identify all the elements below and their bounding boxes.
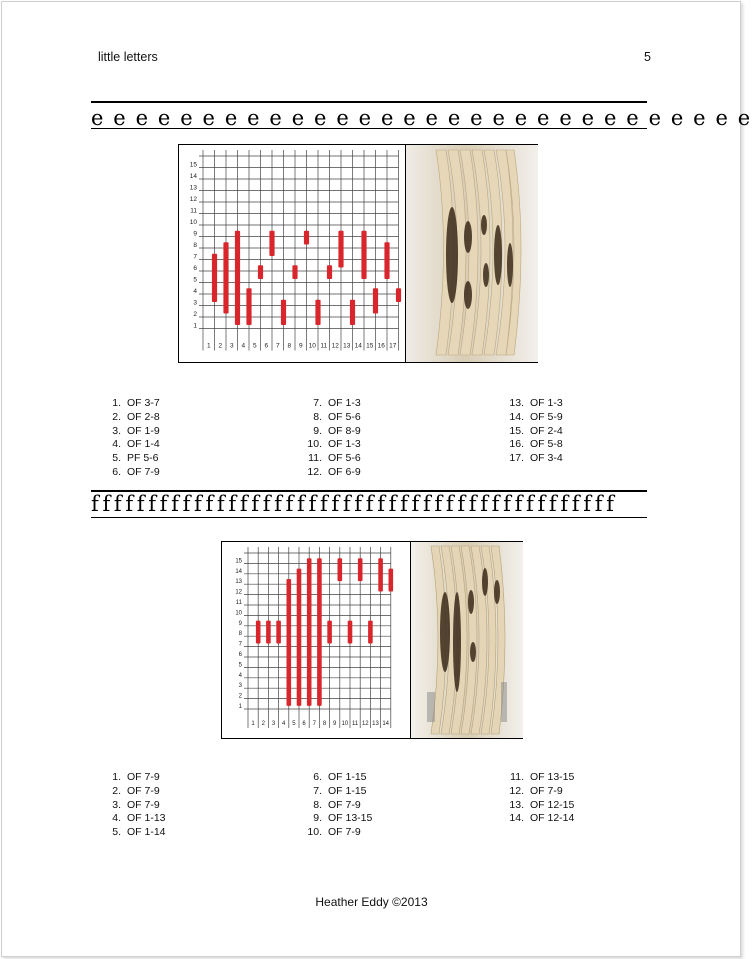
instruction-text: OF 7-9 — [127, 798, 160, 811]
fold-bar — [378, 558, 383, 591]
instruction-number: 11. — [510, 771, 524, 783]
instruction-text: OF 1-3 — [328, 397, 361, 409]
instruction-item — [99, 438, 160, 452]
instruction-number: 10. — [307, 438, 322, 451]
fold-bar — [368, 621, 373, 644]
fold-bar — [256, 621, 261, 644]
instruction-number: 8. — [313, 410, 322, 423]
instruction-item — [300, 397, 361, 411]
instruction-text: OF 8-9 — [328, 424, 361, 437]
fold-bar — [315, 300, 320, 325]
y-tick-label: 14 — [189, 173, 197, 180]
x-tick-label: 11 — [320, 342, 328, 350]
instruction-number: 13. — [509, 397, 524, 409]
instruction-text: OF 2-8 — [127, 410, 160, 423]
instruction-text: OF 1-4 — [127, 438, 160, 451]
instruction-text: OF 13-15 — [530, 771, 575, 783]
instruction-number: 15. — [509, 424, 524, 437]
instruction-item — [300, 466, 361, 480]
fold-bar — [384, 242, 389, 279]
instruction-item — [502, 799, 574, 813]
y-tick-label: 3 — [193, 299, 197, 307]
y-tick-label: 15 — [189, 161, 197, 169]
x-tick-label: 15 — [366, 342, 374, 350]
fold-bar — [246, 288, 251, 325]
fold-bar — [327, 265, 332, 279]
instruction-text: OF 7-9 — [127, 771, 160, 783]
x-tick-label: 14 — [382, 721, 390, 727]
instruction-text: OF 1-3 — [530, 397, 563, 409]
book-photo-e — [405, 145, 538, 362]
instructions-f-col-2 — [300, 771, 372, 840]
instruction-text: OF 1-13 — [127, 812, 166, 825]
y-tick-label: 13 — [235, 579, 242, 586]
instruction-text: OF 5-6 — [328, 410, 361, 423]
x-tick-label: 2 — [261, 721, 265, 727]
instruction-item — [502, 411, 563, 425]
instruction-text: OF 12-14 — [530, 812, 575, 825]
fold-bar — [276, 621, 281, 644]
x-tick-label: 12 — [331, 342, 339, 350]
instruction-item — [502, 438, 563, 452]
instruction-item — [99, 425, 160, 439]
fold-bar — [297, 569, 302, 706]
x-tick-label: 12 — [361, 721, 369, 727]
instruction-item — [300, 411, 361, 425]
instruction-text: OF 7-9 — [530, 784, 563, 797]
book-fold-photo-f — [411, 542, 523, 738]
y-tick-label: 7 — [193, 253, 197, 261]
instruction-text: OF 5-9 — [530, 410, 563, 423]
instruction-text: OF 5-8 — [530, 438, 563, 451]
fold-bar — [327, 621, 332, 644]
fold-bar — [223, 242, 228, 313]
instruction-text: OF 3-7 — [127, 397, 160, 409]
instruction-number: 1. — [112, 771, 121, 783]
x-tick-label: 9 — [333, 721, 337, 727]
x-tick-label: 1 — [206, 342, 211, 350]
instruction-number: 6. — [313, 771, 322, 783]
instruction-text: OF 5-6 — [328, 452, 361, 465]
instruction-item — [99, 452, 160, 466]
fold-bar — [258, 265, 263, 279]
instructions-e-col-2 — [300, 397, 361, 480]
instruction-text: OF 7-9 — [328, 826, 361, 839]
x-tick-label: 4 — [241, 342, 246, 350]
x-tick-label: 4 — [282, 721, 286, 727]
y-tick-label: 11 — [235, 600, 242, 606]
y-tick-label: 8 — [238, 631, 242, 638]
y-tick-label: 2 — [238, 693, 242, 700]
x-tick-label: 14 — [354, 342, 362, 350]
fold-bar — [338, 231, 343, 268]
x-tick-label: 10 — [341, 721, 349, 727]
instruction-item — [300, 425, 361, 439]
instruction-item — [502, 425, 563, 439]
instruction-item — [300, 785, 372, 799]
instruction-number: 2. — [112, 784, 121, 797]
x-tick-label: 10 — [308, 342, 316, 350]
instruction-item — [99, 397, 160, 411]
fold-bar — [350, 300, 355, 325]
instruction-item — [300, 826, 372, 840]
x-tick-label: 5 — [252, 342, 257, 350]
fold-bar — [266, 621, 271, 644]
instruction-text: OF 7-9 — [127, 784, 160, 797]
y-tick-label: 6 — [238, 652, 242, 658]
instruction-item — [300, 771, 372, 785]
instruction-text: OF 1-3 — [328, 438, 361, 451]
fold-bar — [235, 231, 240, 325]
x-tick-label: 5 — [292, 721, 296, 727]
instruction-text: OF 1-14 — [127, 826, 166, 839]
instruction-number: 5. — [112, 452, 121, 465]
fold-bar — [287, 579, 292, 706]
instruction-number: 12. — [307, 465, 322, 478]
fold-bar — [281, 300, 286, 325]
y-tick-label: 6 — [193, 265, 197, 272]
letter-row-e: e e e e e e e e e e e e e e e e e e e e e e e e e e e e e e — [91, 106, 752, 130]
instruction-item — [99, 771, 166, 785]
x-tick-label: 6 — [302, 721, 306, 727]
y-tick-label: 13 — [189, 184, 197, 192]
instruction-number: 17. — [509, 452, 524, 465]
instruction-number: 8. — [313, 798, 322, 811]
instruction-number: 6. — [112, 465, 121, 478]
y-tick-label: 2 — [193, 311, 197, 318]
instructions-f-col-3 — [502, 771, 574, 826]
fold-bar — [307, 558, 312, 706]
fold-bar — [317, 558, 322, 706]
instructions-f-col-1 — [99, 771, 166, 840]
footer-copyright: Heather Eddy ©2013 — [315, 895, 428, 909]
book-photo-f — [410, 542, 523, 738]
section-rule-bottom — [91, 517, 647, 518]
y-tick-label: 8 — [193, 242, 197, 249]
y-tick-label: 9 — [193, 230, 197, 238]
instruction-text: OF 1-15 — [328, 784, 367, 797]
instruction-number: 4. — [112, 812, 121, 825]
fold-bar — [292, 265, 297, 279]
fold-bar — [389, 569, 394, 592]
y-tick-label: 3 — [238, 683, 242, 690]
book-fold-photo-e — [406, 145, 538, 362]
section-rule-top — [91, 101, 647, 103]
fold-bar — [373, 288, 378, 313]
fold-bar — [361, 231, 366, 279]
instruction-number: 12. — [509, 784, 524, 797]
instruction-number: 13. — [509, 798, 524, 811]
y-tick-label: 5 — [238, 662, 242, 669]
y-tick-label: 4 — [238, 672, 242, 679]
x-tick-label: 7 — [275, 342, 280, 350]
header-title: little letters — [98, 50, 158, 64]
instruction-number: 4. — [112, 438, 121, 451]
instruction-number: 7. — [313, 784, 322, 797]
y-tick-label: 11 — [190, 207, 197, 215]
instruction-item — [99, 411, 160, 425]
instruction-item — [300, 812, 372, 826]
y-tick-label: 9 — [238, 620, 242, 627]
section-rule-bottom — [91, 128, 647, 129]
instruction-number: 11. — [308, 452, 322, 465]
page-number: 5 — [644, 50, 651, 64]
x-tick-label: 17 — [389, 342, 397, 350]
instruction-text: OF 7-9 — [328, 798, 361, 811]
instruction-item — [99, 466, 160, 480]
instruction-number: 9. — [313, 812, 322, 825]
grid-lines — [199, 150, 399, 351]
instructions-e-col-3 — [502, 397, 563, 466]
y-tick-label: 10 — [189, 219, 197, 226]
figure-e — [178, 144, 538, 363]
instruction-item — [502, 785, 574, 799]
y-tick-label: 12 — [235, 589, 242, 596]
instruction-item — [300, 438, 361, 452]
y-tick-label: 7 — [238, 641, 242, 648]
instruction-text: PF 5-6 — [127, 452, 159, 465]
instruction-number: 14. — [509, 812, 524, 825]
fold-bar — [348, 621, 353, 644]
grid-chart-f — [222, 542, 410, 738]
instruction-text: OF 6-9 — [328, 465, 361, 478]
instruction-item — [300, 799, 372, 813]
x-tick-label: 11 — [351, 721, 359, 727]
x-tick-label: 2 — [218, 342, 223, 350]
instruction-number: 3. — [112, 424, 121, 437]
y-tick-label: 15 — [235, 558, 242, 565]
x-tick-label: 9 — [298, 342, 303, 350]
fold-bar — [212, 254, 217, 302]
instruction-number: 10. — [307, 826, 322, 839]
y-tick-label: 14 — [235, 568, 242, 575]
instruction-item — [99, 812, 166, 826]
fold-bar — [396, 288, 401, 302]
instruction-number: 16. — [509, 438, 524, 451]
instruction-text: OF 1-9 — [127, 424, 160, 437]
instruction-number: 2. — [112, 410, 121, 423]
figure-f — [221, 541, 523, 739]
x-tick-label: 13 — [372, 721, 379, 727]
instruction-text: OF 2-4 — [530, 424, 563, 437]
instruction-item — [502, 771, 574, 785]
y-tick-label: 10 — [235, 610, 242, 617]
fold-bar — [358, 558, 363, 581]
instruction-number: 7. — [313, 397, 322, 409]
instruction-item — [300, 452, 361, 466]
y-tick-label: 1 — [193, 322, 197, 330]
instruction-number: 1. — [112, 397, 121, 409]
x-tick-label: 8 — [322, 721, 327, 727]
x-tick-label: 3 — [229, 342, 234, 350]
x-tick-label: 6 — [264, 342, 269, 350]
instruction-item — [502, 397, 563, 411]
x-tick-label: 13 — [343, 342, 351, 350]
x-tick-label: 7 — [312, 721, 316, 727]
instruction-text: OF 12-15 — [530, 798, 575, 811]
letter-row-f: f f f f f f f f f f f f f f f f f f f f f f f f f f f f f f f f f f f f f f f f f f f f f f — [91, 492, 613, 516]
x-tick-label: 3 — [271, 721, 276, 727]
instruction-item — [99, 799, 166, 813]
instruction-text: OF 13-15 — [328, 812, 373, 825]
fold-bar — [338, 558, 343, 581]
instruction-text: OF 7-9 — [127, 465, 160, 478]
instruction-number: 14. — [509, 410, 524, 423]
instruction-item — [502, 452, 563, 466]
x-tick-label: 1 — [251, 721, 255, 727]
x-tick-label: 8 — [287, 342, 292, 350]
instruction-item — [502, 812, 574, 826]
fold-bar — [304, 231, 309, 245]
grid-chart-e — [179, 145, 405, 362]
instruction-number: 3. — [112, 798, 121, 811]
instruction-item — [99, 826, 166, 840]
x-tick-label: 16 — [377, 342, 385, 350]
instruction-number: 9. — [313, 424, 322, 437]
y-tick-label: 12 — [189, 196, 197, 203]
y-tick-label: 1 — [238, 704, 242, 710]
fold-bar — [269, 231, 274, 256]
instruction-number: 5. — [112, 826, 121, 839]
instruction-text: OF 3-4 — [530, 452, 563, 465]
instruction-item — [99, 785, 166, 799]
instructions-e-col-1 — [99, 397, 160, 480]
instruction-text: OF 1-15 — [328, 771, 367, 783]
y-tick-label: 4 — [193, 288, 197, 295]
y-tick-label: 5 — [193, 276, 197, 284]
